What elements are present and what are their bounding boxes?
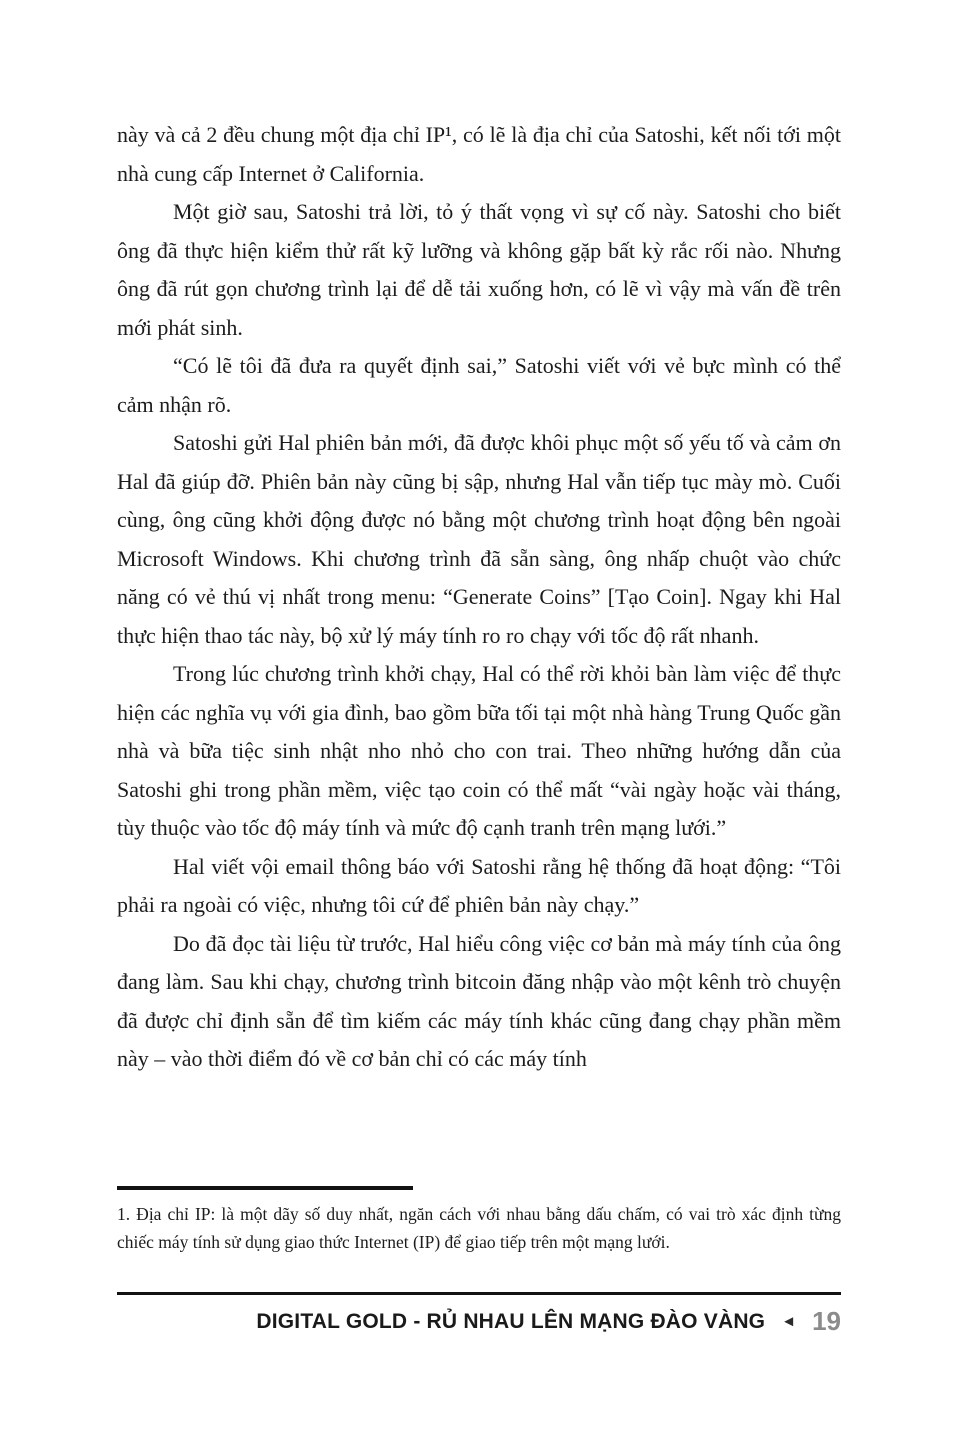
paragraph: Một giờ sau, Satoshi trả lời, tỏ ý thất vọng vì sự cố này. Satoshi cho biết ông đã thực hiện kiểm thử rất kỹ lưỡng và không gặp bất kỳ rắc rối nào. Nhưng ông đã rút gọn chương trình lại để dễ tải xuống hơn, có lẽ vì vậy mà vấn đề trên mới phát sinh. xyxy=(117,199,841,340)
left-triangle-icon: ◄ xyxy=(781,1313,797,1330)
paragraph: này và cả 2 đều chung một địa chỉ IP¹, có lẽ là địa chỉ của Satoshi, kết nối tới một nhà cung cấp Internet ở California. xyxy=(117,122,841,186)
paragraph: “Có lẽ tôi đã đưa ra quyết định sai,” Satoshi viết với vẻ bực mình có thể cảm nhận rõ. xyxy=(117,353,841,417)
paragraph: Trong lúc chương trình khởi chạy, Hal có thể rời khỏi bàn làm việc để thực hiện các nghĩa vụ với gia đình, bao gồm bữa tối tại một nhà hàng Trung Quốc gần nhà và bữa tiệc sinh nhật nho nhỏ cho con trai. Theo những hướng dẫn của Satoshi ghi trong phần mềm, việc tạo coin có thể mất “vài ngày hoặc vài tháng, tùy thuộc vào tốc độ máy tính và mức độ cạnh tranh trên mạng lưới.” xyxy=(117,661,841,840)
footer-divider xyxy=(117,1292,841,1295)
footnote-divider xyxy=(117,1186,413,1190)
running-header-title: DIGITAL GOLD - RỦ NHAU LÊN MẠNG ĐÀO VÀNG xyxy=(256,1309,766,1333)
paragraph: Hal viết vội email thông báo với Satoshi rằng hệ thống đã hoạt động: “Tôi phải ra ngoài có việc, nhưng tôi cứ để phiên bản này chạy.” xyxy=(117,853,841,917)
page-body-text xyxy=(117,116,841,1079)
footnote: 1. Địa chỉ IP: là một dãy số duy nhất, ngăn cách với nhau bằng dấu chấm, có vai trò xác định từng chiếc máy tính sử dụng giao thức Internet (IP) để giao tiếp trên một mạng lưới. xyxy=(117,1204,841,1252)
page-number: 19 xyxy=(812,1306,841,1336)
paragraph: Do đã đọc tài liệu từ trước, Hal hiểu công việc cơ bản mà máy tính của ông đang làm. Sau khi chạy, chương trình bitcoin đăng nhập vào một kênh trò chuyện đã được chỉ định sẵn để tìm kiếm các máy tính khác cũng đang chạy phần mềm này – vào thời điểm đó về cơ bản chỉ có các máy tính xyxy=(117,930,841,1071)
page-footer xyxy=(117,1306,841,1337)
paragraph: Satoshi gửi Hal phiên bản mới, đã được khôi phục một số yếu tố và cảm ơn Hal đã giúp đỡ. Phiên bản này cũng bị sập, nhưng Hal vẫn tiếp tục mày mò. Cuối cùng, ông cũng khởi động được nó bằng một chương trình hoạt động bên ngoài Microsoft Windows. Khi chương trình đã sẵn sàng, ông nhấp chuột vào chức năng có vẻ thú vị nhất trong menu: “Generate Coins” [Tạo Coin]. Ngay khi Hal thực hiện thao tác này, bộ xử lý máy tính ro ro chạy với tốc độ rất nhanh. xyxy=(117,430,841,648)
